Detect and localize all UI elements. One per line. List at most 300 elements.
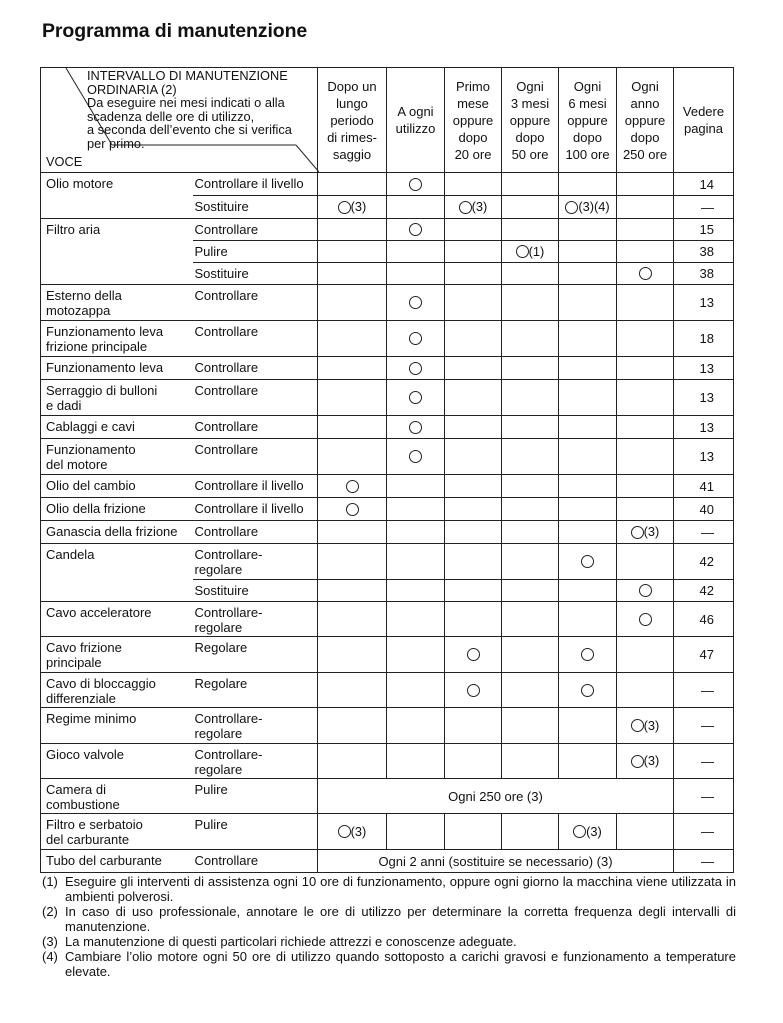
text-line: 50 ore xyxy=(511,146,549,162)
col-6-months xyxy=(559,68,617,173)
interval-cell xyxy=(387,637,445,673)
interval-cell xyxy=(318,475,387,498)
action-cell xyxy=(193,475,318,498)
interval-cell xyxy=(387,498,445,521)
interval-cell xyxy=(445,321,502,357)
interval-cell xyxy=(617,173,674,196)
interval-cell xyxy=(502,814,559,850)
interval-cell xyxy=(445,637,502,673)
table-row xyxy=(41,673,734,708)
interval-cell xyxy=(559,219,617,241)
interval-cell xyxy=(387,219,445,241)
interval-cell xyxy=(617,196,674,219)
item-name xyxy=(41,850,193,873)
circle-mark-icon xyxy=(409,296,422,309)
interval-cell xyxy=(559,196,617,219)
action-cell xyxy=(193,196,318,219)
circle-mark-icon xyxy=(639,613,652,626)
interval-cell xyxy=(502,241,559,263)
text-line: motozappa xyxy=(46,303,111,318)
circle-mark-icon xyxy=(409,223,422,236)
page-reference: 42 xyxy=(674,580,734,602)
text-line: Olio della frizione xyxy=(46,501,146,516)
item-name xyxy=(41,708,193,744)
page-reference: 40 xyxy=(674,498,734,521)
text-line: di rimes- xyxy=(327,129,377,145)
text-line: Serraggio di bulloni xyxy=(46,383,158,398)
page-reference: — xyxy=(674,779,734,814)
col-first-month xyxy=(445,68,502,173)
interval-cell xyxy=(318,673,387,708)
circle-mark-icon xyxy=(631,526,644,539)
item-name xyxy=(41,544,193,602)
text-line: Controllare xyxy=(194,853,259,868)
item-name xyxy=(41,219,193,285)
interval-cell xyxy=(502,196,559,219)
text-line: 20 ore xyxy=(454,146,492,162)
table-row xyxy=(41,416,734,439)
interval-cell xyxy=(617,673,674,708)
footnote-number: (2) xyxy=(42,904,58,919)
item-name xyxy=(41,439,193,475)
interval-cell xyxy=(387,580,445,602)
interval-cell xyxy=(502,475,559,498)
interval-cell xyxy=(387,475,445,498)
interval-cell xyxy=(617,580,674,602)
interval-cell xyxy=(318,637,387,673)
text-line: Sostituire xyxy=(194,199,249,214)
text-line: per primo. xyxy=(87,135,145,151)
text-line: oppure xyxy=(509,112,551,128)
circle-mark-icon xyxy=(516,245,529,258)
interval-cell xyxy=(318,521,387,544)
interval-cell xyxy=(502,521,559,544)
interval-cell xyxy=(318,602,387,637)
footnote-ref: (3) xyxy=(643,753,660,769)
text-line: Ogni xyxy=(516,78,544,94)
corner-header xyxy=(41,68,318,173)
table-row xyxy=(41,498,734,521)
circle-mark-icon xyxy=(346,480,359,493)
circle-mark-icon xyxy=(639,584,652,597)
action-cell xyxy=(193,544,318,580)
interval-cell xyxy=(318,241,387,263)
interval-cell xyxy=(318,380,387,416)
page-reference: 38 xyxy=(674,241,734,263)
interval-cell xyxy=(559,439,617,475)
footnote-text: In caso di uso professionale, annotare le ore di utilizzo per determinare la corretta frequenza degli intervalli di manutenzione. xyxy=(65,904,736,934)
interval-cell xyxy=(445,241,502,263)
interval-cell xyxy=(445,544,502,580)
text-line: INTERVALLO DI MANUTENZIONE xyxy=(87,68,288,83)
action-cell xyxy=(193,673,318,708)
text-line: Regime minimo xyxy=(46,711,137,726)
footnote-text: Eseguire gli interventi di assistenza ogni 10 ore di funzionamento, oppure ogni giorno la macchina viene utilizzata in ambienti polverosi. xyxy=(65,874,736,904)
item-name xyxy=(41,416,193,439)
text-line: Controllare- xyxy=(194,547,263,562)
circle-mark-icon xyxy=(565,201,578,214)
text-line: Regolare xyxy=(194,640,248,655)
text-line: Ogni xyxy=(631,78,659,94)
interval-cell xyxy=(617,708,674,744)
table-row xyxy=(41,602,734,637)
page-reference: — xyxy=(674,814,734,850)
text-line: Candela xyxy=(46,547,95,562)
table-row xyxy=(41,219,734,241)
interval-cell xyxy=(387,380,445,416)
text-line: Esterno della xyxy=(46,288,122,303)
text-line: Pulire xyxy=(194,244,228,259)
text-line: 250 ore xyxy=(622,146,668,162)
action-cell xyxy=(193,357,318,380)
merged-interval-note: Ogni 2 anni (sostituire se necessario) (3) xyxy=(318,850,674,873)
interval-cell xyxy=(617,285,674,321)
text-line: dopo xyxy=(573,129,602,145)
interval-cell xyxy=(559,544,617,580)
interval-cell xyxy=(445,580,502,602)
interval-cell xyxy=(445,196,502,219)
item-name xyxy=(41,173,193,219)
interval-cell xyxy=(387,173,445,196)
footnote xyxy=(42,874,736,904)
table-row xyxy=(41,708,734,744)
item-name xyxy=(41,357,193,380)
text-line: Controllare il livello xyxy=(194,478,304,493)
page-reference: 15 xyxy=(674,219,734,241)
interval-cell xyxy=(502,416,559,439)
item-name xyxy=(41,673,193,708)
circle-mark-icon xyxy=(409,178,422,191)
text-line: utilizzo xyxy=(395,121,436,136)
text-line: Sostituire xyxy=(194,266,249,281)
circle-mark-icon xyxy=(573,825,586,838)
interval-cell xyxy=(502,602,559,637)
item-name xyxy=(41,602,193,637)
text-line: Gioco valvole xyxy=(46,747,125,762)
page-reference: 46 xyxy=(674,602,734,637)
page-reference: — xyxy=(674,744,734,779)
footnote-ref: (3)(4) xyxy=(578,199,610,215)
text-line: Controllare- xyxy=(194,605,263,620)
text-line: e dadi xyxy=(46,398,82,413)
text-line: oppure xyxy=(452,112,494,128)
voce-label: VOCE xyxy=(46,154,83,169)
circle-mark-icon xyxy=(581,555,594,568)
interval-cell xyxy=(445,498,502,521)
page-reference: 47 xyxy=(674,637,734,673)
text-line: differenziale xyxy=(46,691,116,706)
circle-mark-icon xyxy=(631,719,644,732)
interval-cell xyxy=(318,708,387,744)
page-reference: — xyxy=(674,708,734,744)
page-reference: 41 xyxy=(674,475,734,498)
interval-cell xyxy=(445,602,502,637)
table-row xyxy=(41,544,734,580)
col-each-use xyxy=(387,68,445,173)
interval-cell xyxy=(387,673,445,708)
item-name xyxy=(41,321,193,357)
interval-cell xyxy=(318,498,387,521)
interval-cell xyxy=(617,744,674,779)
text-line: A ogni xyxy=(397,104,434,119)
interval-cell xyxy=(617,602,674,637)
interval-cell xyxy=(445,380,502,416)
text-line: Controllare- xyxy=(194,747,263,762)
interval-cell xyxy=(502,380,559,416)
text-line: principale xyxy=(46,655,102,670)
interval-cell xyxy=(559,475,617,498)
interval-cell xyxy=(559,602,617,637)
interval-cell xyxy=(445,475,502,498)
interval-cell xyxy=(387,814,445,850)
page-reference: — xyxy=(674,673,734,708)
interval-cell xyxy=(445,263,502,285)
footnote xyxy=(42,949,736,979)
table-row xyxy=(41,173,734,196)
text-line: regolare xyxy=(194,620,243,635)
interval-cell xyxy=(617,814,674,850)
circle-mark-icon xyxy=(631,755,644,768)
page-reference: 38 xyxy=(674,263,734,285)
text-line: a seconda dell’evento che si verifica xyxy=(87,122,292,137)
text-line: 6 mesi xyxy=(568,95,607,111)
text-line: Controllare xyxy=(194,324,259,339)
interval-cell xyxy=(387,416,445,439)
interval-cell xyxy=(617,241,674,263)
action-cell xyxy=(193,498,318,521)
text-line: Sostituire xyxy=(194,583,249,598)
circle-mark-icon xyxy=(409,450,422,463)
text-line: oppure xyxy=(567,112,608,128)
circle-mark-icon xyxy=(581,684,594,697)
table-row xyxy=(41,814,734,850)
footnote-text: La manutenzione di questi particolari richiede attrezzi e conoscenze adeguate. xyxy=(65,934,517,949)
table-row xyxy=(41,637,734,673)
item-name xyxy=(41,814,193,850)
interval-cell xyxy=(445,416,502,439)
action-cell xyxy=(193,637,318,673)
interval-cell xyxy=(502,637,559,673)
text-line: Cavo frizione xyxy=(46,640,122,655)
interval-cell xyxy=(617,219,674,241)
interval-cell xyxy=(445,521,502,544)
circle-mark-icon xyxy=(409,421,422,434)
text-line: Filtro e serbatoio xyxy=(46,817,143,832)
action-cell xyxy=(193,263,318,285)
text-line: Funzionamento leva xyxy=(46,360,164,375)
table-row xyxy=(41,285,734,321)
interval-cell xyxy=(617,439,674,475)
text-line: dopo xyxy=(630,129,660,145)
merged-interval-note: Ogni 250 ore (3) xyxy=(318,779,674,814)
text-line: lungo xyxy=(336,95,368,111)
interval-cell xyxy=(445,708,502,744)
text-line: saggio xyxy=(332,146,372,162)
circle-mark-icon xyxy=(346,503,359,516)
interval-cell xyxy=(502,285,559,321)
interval-cell xyxy=(387,744,445,779)
text-line: dopo xyxy=(458,129,488,145)
interval-cell xyxy=(617,357,674,380)
action-cell xyxy=(193,241,318,263)
interval-cell xyxy=(559,498,617,521)
col-yearly xyxy=(617,68,674,173)
text-line: Controllare xyxy=(194,524,259,539)
interval-cell xyxy=(318,285,387,321)
table-row xyxy=(41,380,734,416)
interval-cell xyxy=(559,416,617,439)
page-reference: 13 xyxy=(674,285,734,321)
footnote-number: (3) xyxy=(42,934,58,949)
interval-cell xyxy=(387,241,445,263)
table-row xyxy=(41,439,734,475)
table-row xyxy=(41,475,734,498)
interval-cell xyxy=(387,285,445,321)
footnote-ref: (1) xyxy=(528,243,545,259)
interval-cell xyxy=(318,439,387,475)
text-line: pagina xyxy=(683,121,724,136)
action-cell xyxy=(193,521,318,544)
text-line: Filtro aria xyxy=(46,222,101,237)
text-line: Ogni xyxy=(573,78,602,94)
action-cell xyxy=(193,602,318,637)
text-line: Controllare il livello xyxy=(194,176,304,191)
footnote-ref: (3) xyxy=(471,199,488,215)
footnote-ref: (3) xyxy=(643,717,660,733)
action-cell xyxy=(193,285,318,321)
text-line: mese xyxy=(457,95,489,111)
text-line: Controllare xyxy=(194,442,259,457)
interval-cell xyxy=(559,673,617,708)
maintenance-table-container xyxy=(40,67,734,873)
text-line: frizione principale xyxy=(46,339,148,354)
interval-cell xyxy=(559,285,617,321)
footnote-ref: (3) xyxy=(350,199,367,215)
interval-cell xyxy=(559,241,617,263)
action-cell xyxy=(193,219,318,241)
interval-cell xyxy=(445,744,502,779)
interval-cell xyxy=(502,439,559,475)
interval-cell xyxy=(502,708,559,744)
circle-mark-icon xyxy=(409,362,422,375)
interval-cell xyxy=(617,544,674,580)
interval-cell xyxy=(617,475,674,498)
interval-description xyxy=(87,69,292,150)
interval-cell xyxy=(502,219,559,241)
text-line: Da eseguire nei mesi indicati o alla xyxy=(87,95,285,110)
header-row xyxy=(41,68,734,173)
item-name xyxy=(41,498,193,521)
page-title: Programma di manutenzione xyxy=(42,20,308,42)
interval-cell xyxy=(559,580,617,602)
interval-cell xyxy=(318,416,387,439)
table-row xyxy=(41,850,734,873)
circle-mark-icon xyxy=(338,201,351,214)
circle-mark-icon xyxy=(338,825,351,838)
interval-cell xyxy=(502,263,559,285)
text-line: Controllare xyxy=(194,222,259,237)
interval-cell xyxy=(318,744,387,779)
text-line: 100 ore xyxy=(565,146,610,162)
page-reference: 13 xyxy=(674,416,734,439)
interval-cell xyxy=(445,285,502,321)
interval-cell xyxy=(502,173,559,196)
interval-cell xyxy=(445,814,502,850)
item-name xyxy=(41,380,193,416)
text-line: dopo xyxy=(515,129,545,145)
interval-cell xyxy=(318,263,387,285)
interval-cell xyxy=(559,708,617,744)
page-reference: — xyxy=(674,850,734,873)
action-cell xyxy=(193,173,318,196)
item-name xyxy=(41,285,193,321)
interval-cell xyxy=(502,544,559,580)
footnote-ref: (3) xyxy=(643,524,660,540)
page-reference: 18 xyxy=(674,321,734,357)
text-line: Cavo acceleratore xyxy=(46,605,152,620)
text-line: Controllare xyxy=(194,360,259,375)
interval-cell xyxy=(445,439,502,475)
interval-cell xyxy=(559,321,617,357)
interval-cell xyxy=(387,196,445,219)
table-row xyxy=(41,779,734,814)
interval-cell xyxy=(318,544,387,580)
text-line: oppure xyxy=(624,112,666,128)
maintenance-table-body xyxy=(41,173,734,873)
interval-cell xyxy=(387,321,445,357)
action-cell xyxy=(193,416,318,439)
footnote-ref: (3) xyxy=(350,823,367,839)
circle-mark-icon xyxy=(459,201,472,214)
text-line: Cavo di bloccaggio xyxy=(46,676,156,691)
text-line: Controllare xyxy=(194,419,259,434)
interval-cell xyxy=(502,673,559,708)
text-line: Controllare xyxy=(194,288,259,303)
circle-mark-icon xyxy=(581,648,594,661)
text-line: regolare xyxy=(194,762,243,777)
text-line: Olio del cambio xyxy=(46,478,136,493)
interval-cell xyxy=(445,173,502,196)
interval-cell xyxy=(559,521,617,544)
action-cell xyxy=(193,744,318,779)
action-cell xyxy=(193,708,318,744)
interval-cell xyxy=(387,544,445,580)
interval-cell xyxy=(445,357,502,380)
interval-cell xyxy=(318,814,387,850)
item-name xyxy=(41,637,193,673)
interval-cell xyxy=(387,357,445,380)
interval-cell xyxy=(445,219,502,241)
interval-cell xyxy=(617,263,674,285)
table-row xyxy=(41,521,734,544)
footnotes xyxy=(42,874,736,979)
interval-cell xyxy=(617,637,674,673)
text-line: Regolare xyxy=(194,676,248,691)
interval-cell xyxy=(502,580,559,602)
interval-cell xyxy=(318,580,387,602)
footnote-number: (1) xyxy=(42,874,58,889)
interval-cell xyxy=(559,357,617,380)
interval-cell xyxy=(559,637,617,673)
action-cell xyxy=(193,814,318,850)
interval-cell xyxy=(502,321,559,357)
text-line: Pulire xyxy=(194,782,228,797)
text-line: del motore xyxy=(46,457,108,472)
circle-mark-icon xyxy=(409,391,422,404)
text-line: Primo xyxy=(456,78,490,94)
interval-cell xyxy=(617,380,674,416)
text-line: combustione xyxy=(46,797,120,812)
